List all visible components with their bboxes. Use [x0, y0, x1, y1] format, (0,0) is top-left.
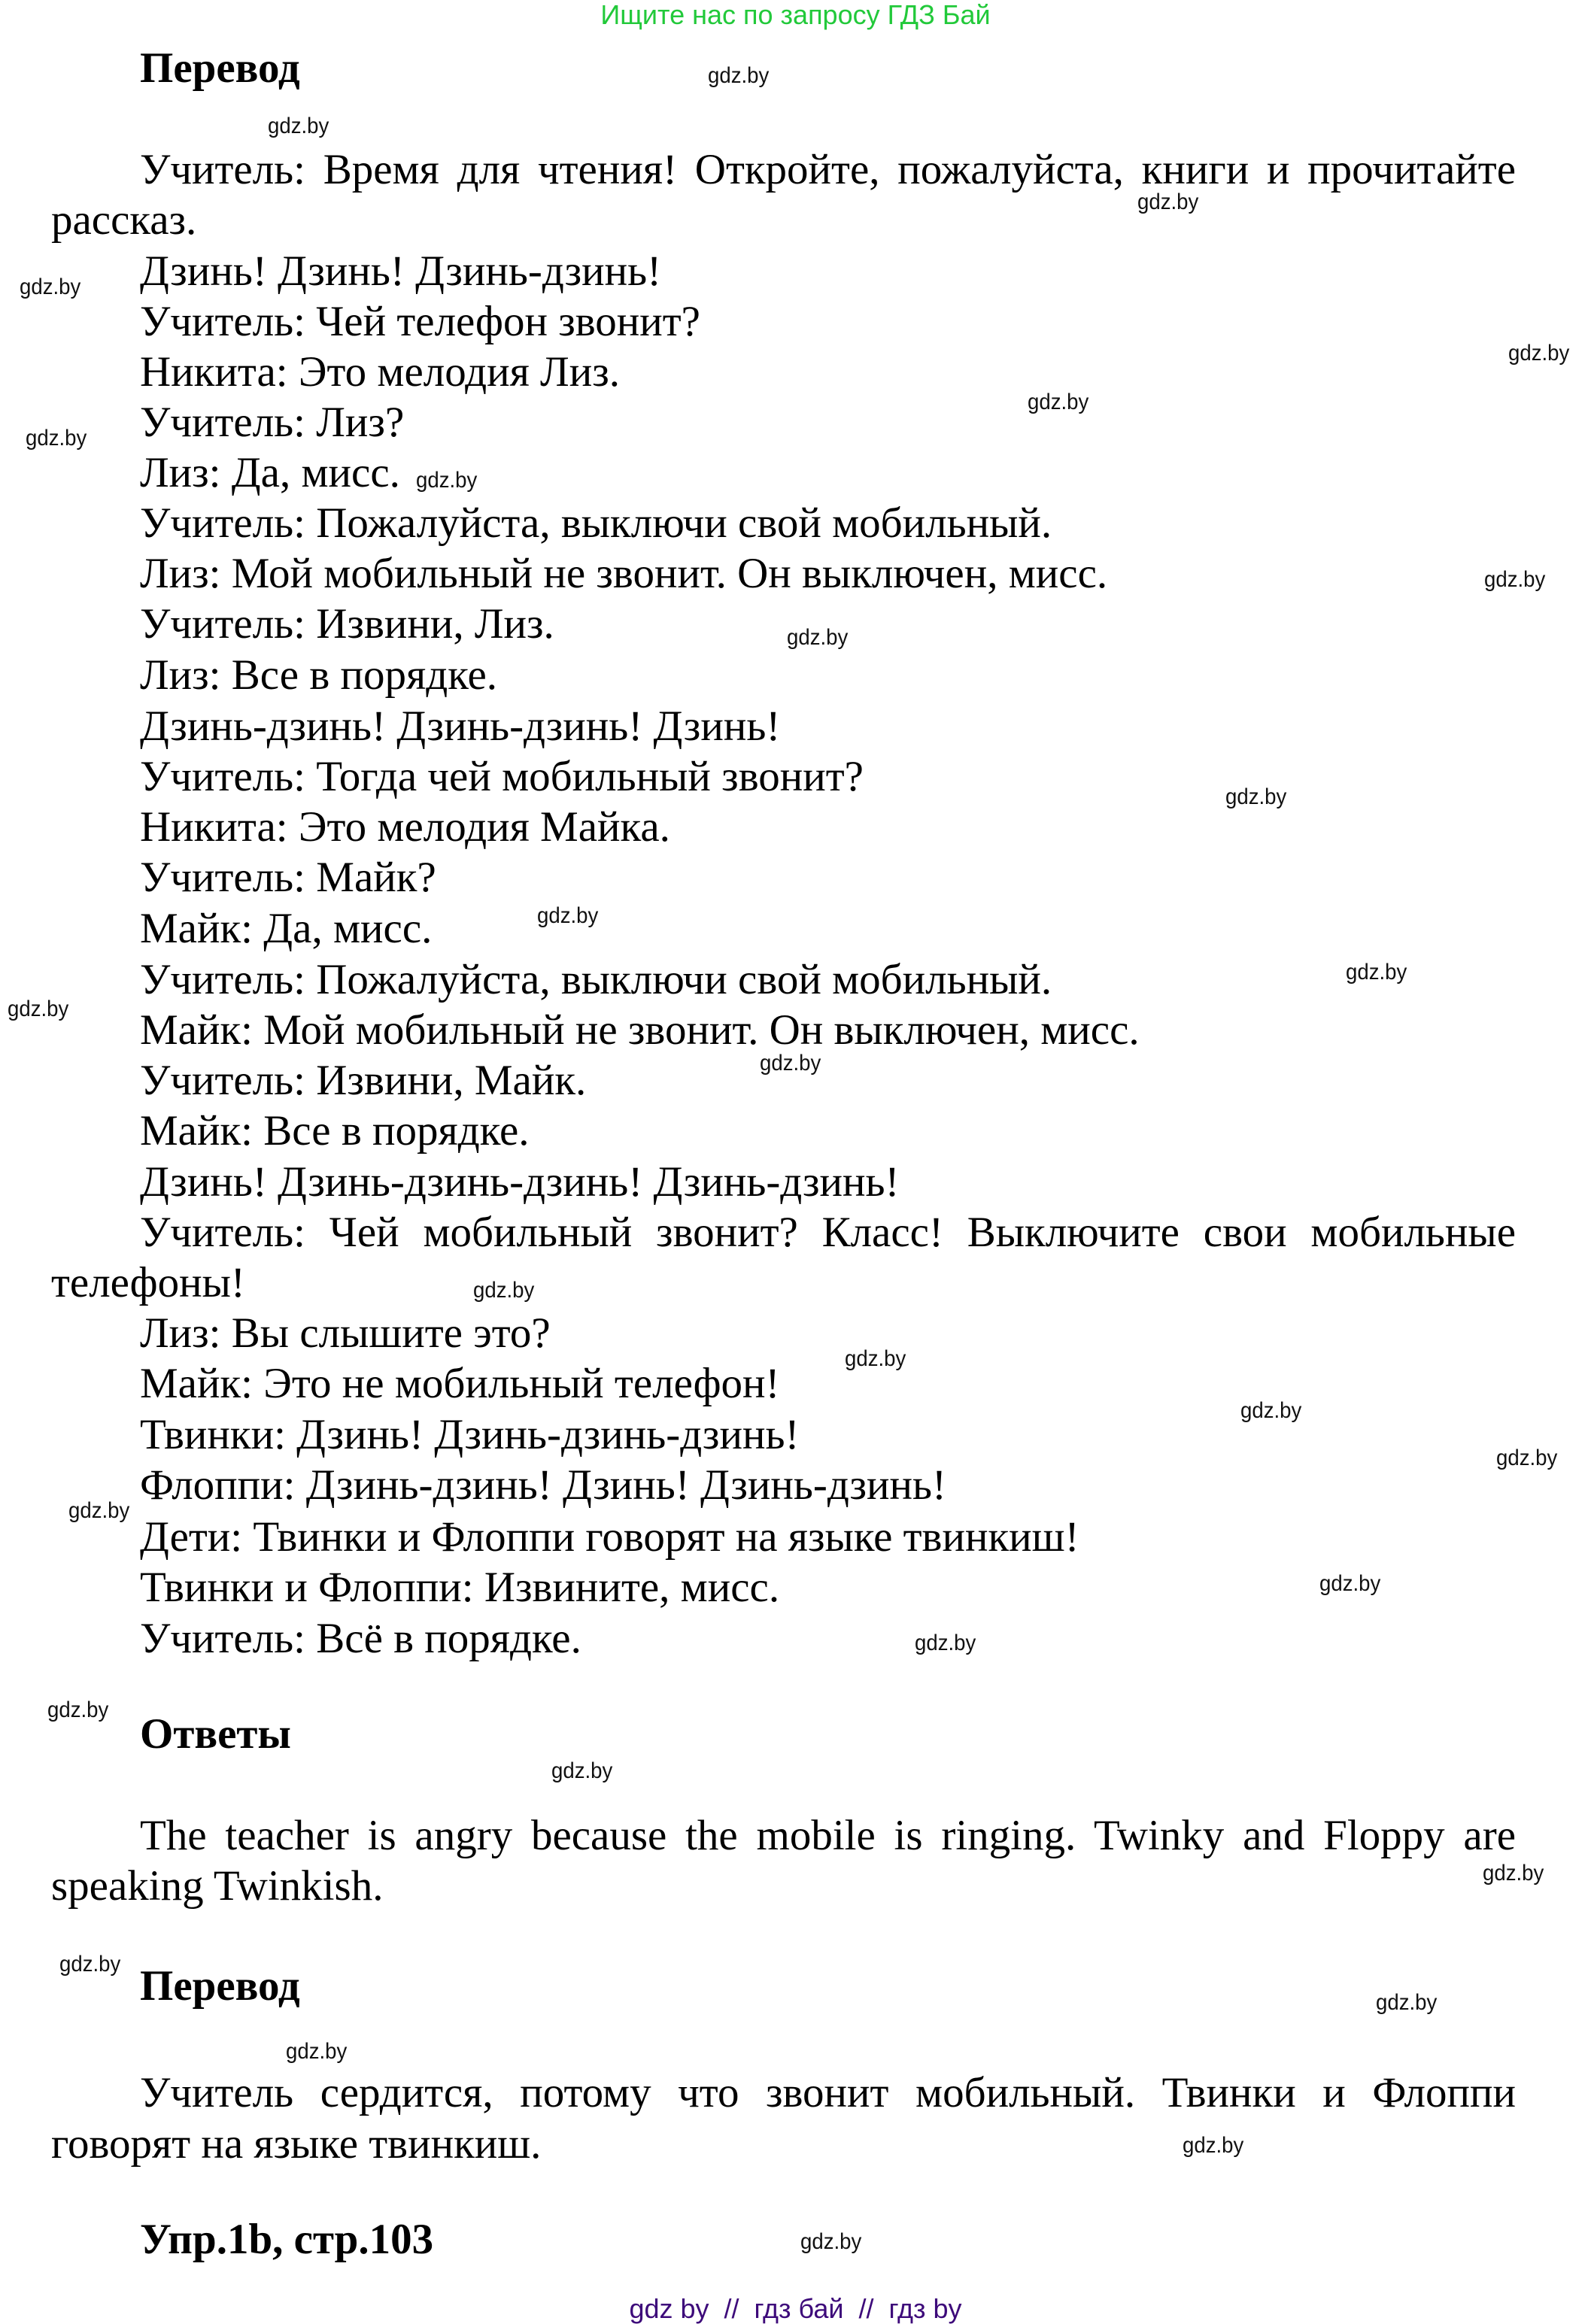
dialogue-line: Твинки: Дзинь! Дзинь-дзинь-дзинь! — [140, 1411, 800, 1458]
dialogue-line: Майк: Да, мисс. — [140, 905, 433, 952]
dialogue-line: Лиз: Да, мисс. — [140, 449, 400, 496]
site-footer-links: gdz by // гдз бай // гдз by — [629, 2293, 962, 2324]
dialogue-line: Учитель: Пожалуйста, выключи свой мобильный. — [140, 499, 1052, 547]
dialogue-line: Никита: Это мелодия Лиз. — [140, 348, 620, 396]
translation-line: говорят на языке твинкиш. — [51, 2120, 542, 2168]
search-hint-banner: Ищите нас по запросу ГДЗ Бай — [600, 0, 991, 30]
watermark: gdz.by — [1028, 390, 1089, 414]
watermark: gdz.by — [1376, 1990, 1438, 2015]
dialogue-line: Учитель: Лиз? — [140, 399, 405, 446]
heading-next-exercise: Упр.1b, стр.103 — [140, 2216, 434, 2263]
answer-line: The teacher is angry because the mobile is ringing. Twinky and Floppy are — [140, 1812, 1516, 1859]
dialogue-line: Лиз: Все в порядке. — [140, 651, 498, 699]
dialogue-line: Дети: Твинки и Флоппи говорят на языке твинкиш! — [140, 1513, 1079, 1561]
watermark: gdz.by — [760, 1051, 821, 1076]
dialogue-line: Учитель: Чей мобильный звонит? Класс! Выключите свои мобильные — [140, 1209, 1516, 1256]
watermark: gdz.by — [551, 1758, 613, 1783]
watermark: gdz.by — [59, 1952, 121, 1977]
watermark: gdz.by — [47, 1697, 109, 1722]
watermark: gdz.by — [20, 275, 81, 299]
watermark: gdz.by — [537, 903, 599, 928]
watermark: gdz.by — [1483, 1861, 1544, 1886]
watermark: gdz.by — [1508, 341, 1570, 366]
dialogue-line: Учитель: Майк? — [140, 854, 436, 901]
dialogue-line: Майк: Все в порядке. — [140, 1107, 530, 1154]
dialogue-line: Учитель: Пожалуйста, выключи свой мобильный. — [140, 956, 1052, 1003]
watermark: gdz.by — [845, 1346, 906, 1371]
dialogue-line: Твинки и Флоппи: Извините, мисс. — [140, 1564, 780, 1611]
dialogue-line: Дзинь-дзинь! Дзинь-дзинь! Дзинь! — [140, 702, 781, 750]
dialogue-line: Майк: Мой мобильный не звонит. Он выключен, мисс. — [140, 1006, 1140, 1054]
heading-translation: Перевод — [140, 1962, 300, 2010]
watermark: gdz.by — [286, 2039, 348, 2064]
dialogue-line: Учитель: Извини, Майк. — [140, 1057, 587, 1104]
watermark: gdz.by — [416, 468, 478, 493]
watermark: gdz.by — [268, 114, 329, 138]
watermark: gdz.by — [1319, 1571, 1381, 1596]
dialogue-line: Учитель: Тогда чей мобильный звонит? — [140, 753, 864, 800]
watermark: gdz.by — [1137, 190, 1199, 214]
dialogue-line: телефоны! — [51, 1259, 245, 1306]
watermark: gdz.by — [915, 1631, 976, 1655]
watermark: gdz.by — [1484, 567, 1546, 592]
heading-answers: Ответы — [140, 1710, 291, 1758]
watermark: gdz.by — [708, 63, 770, 88]
watermark: gdz.by — [1225, 784, 1287, 809]
dialogue-line: Флоппи: Дзинь-дзинь! Дзинь! Дзинь-дзинь! — [140, 1461, 947, 1509]
translation-line: Учитель сердится, потому что звонит мобильный. Твинки и Флоппи — [140, 2069, 1516, 2116]
watermark: gdz.by — [473, 1278, 535, 1303]
dialogue-line: Лиз: Вы слышите это? — [140, 1309, 551, 1357]
watermark: gdz.by — [68, 1498, 130, 1523]
answer-line: speaking Twinkish. — [51, 1862, 384, 1910]
watermark: gdz.by — [1496, 1446, 1558, 1470]
watermark: gdz.by — [1346, 960, 1407, 985]
heading-translation: Перевод — [140, 44, 300, 92]
dialogue-line: Лиз: Мой мобильный не звонит. Он выключен, мисс. — [140, 550, 1108, 597]
dialogue-line: Учитель: Время для чтения! Откройте, пожалуйста, книги и прочитайте — [140, 146, 1516, 193]
watermark: gdz.by — [26, 426, 87, 451]
dialogue-line: Майк: Это не мобильный телефон! — [140, 1360, 780, 1407]
dialogue-line: Учитель: Извини, Лиз. — [140, 600, 554, 648]
dialogue-line: Учитель: Чей телефон звонит? — [140, 298, 700, 345]
watermark: gdz.by — [787, 625, 849, 650]
dialogue-line: Никита: Это мелодия Майка. — [140, 803, 670, 851]
dialogue-line: рассказ. — [51, 196, 197, 244]
watermark: gdz.by — [1240, 1398, 1302, 1423]
dialogue-line: Учитель: Всё в порядке. — [140, 1615, 581, 1662]
dialogue-line: Дзинь! Дзинь! Дзинь-дзинь! — [140, 247, 662, 295]
watermark: gdz.by — [800, 2229, 862, 2254]
dialogue-line: Дзинь! Дзинь-дзинь-дзинь! Дзинь-дзинь! — [140, 1158, 900, 1206]
watermark: gdz.by — [1183, 2133, 1244, 2158]
watermark: gdz.by — [8, 997, 69, 1021]
